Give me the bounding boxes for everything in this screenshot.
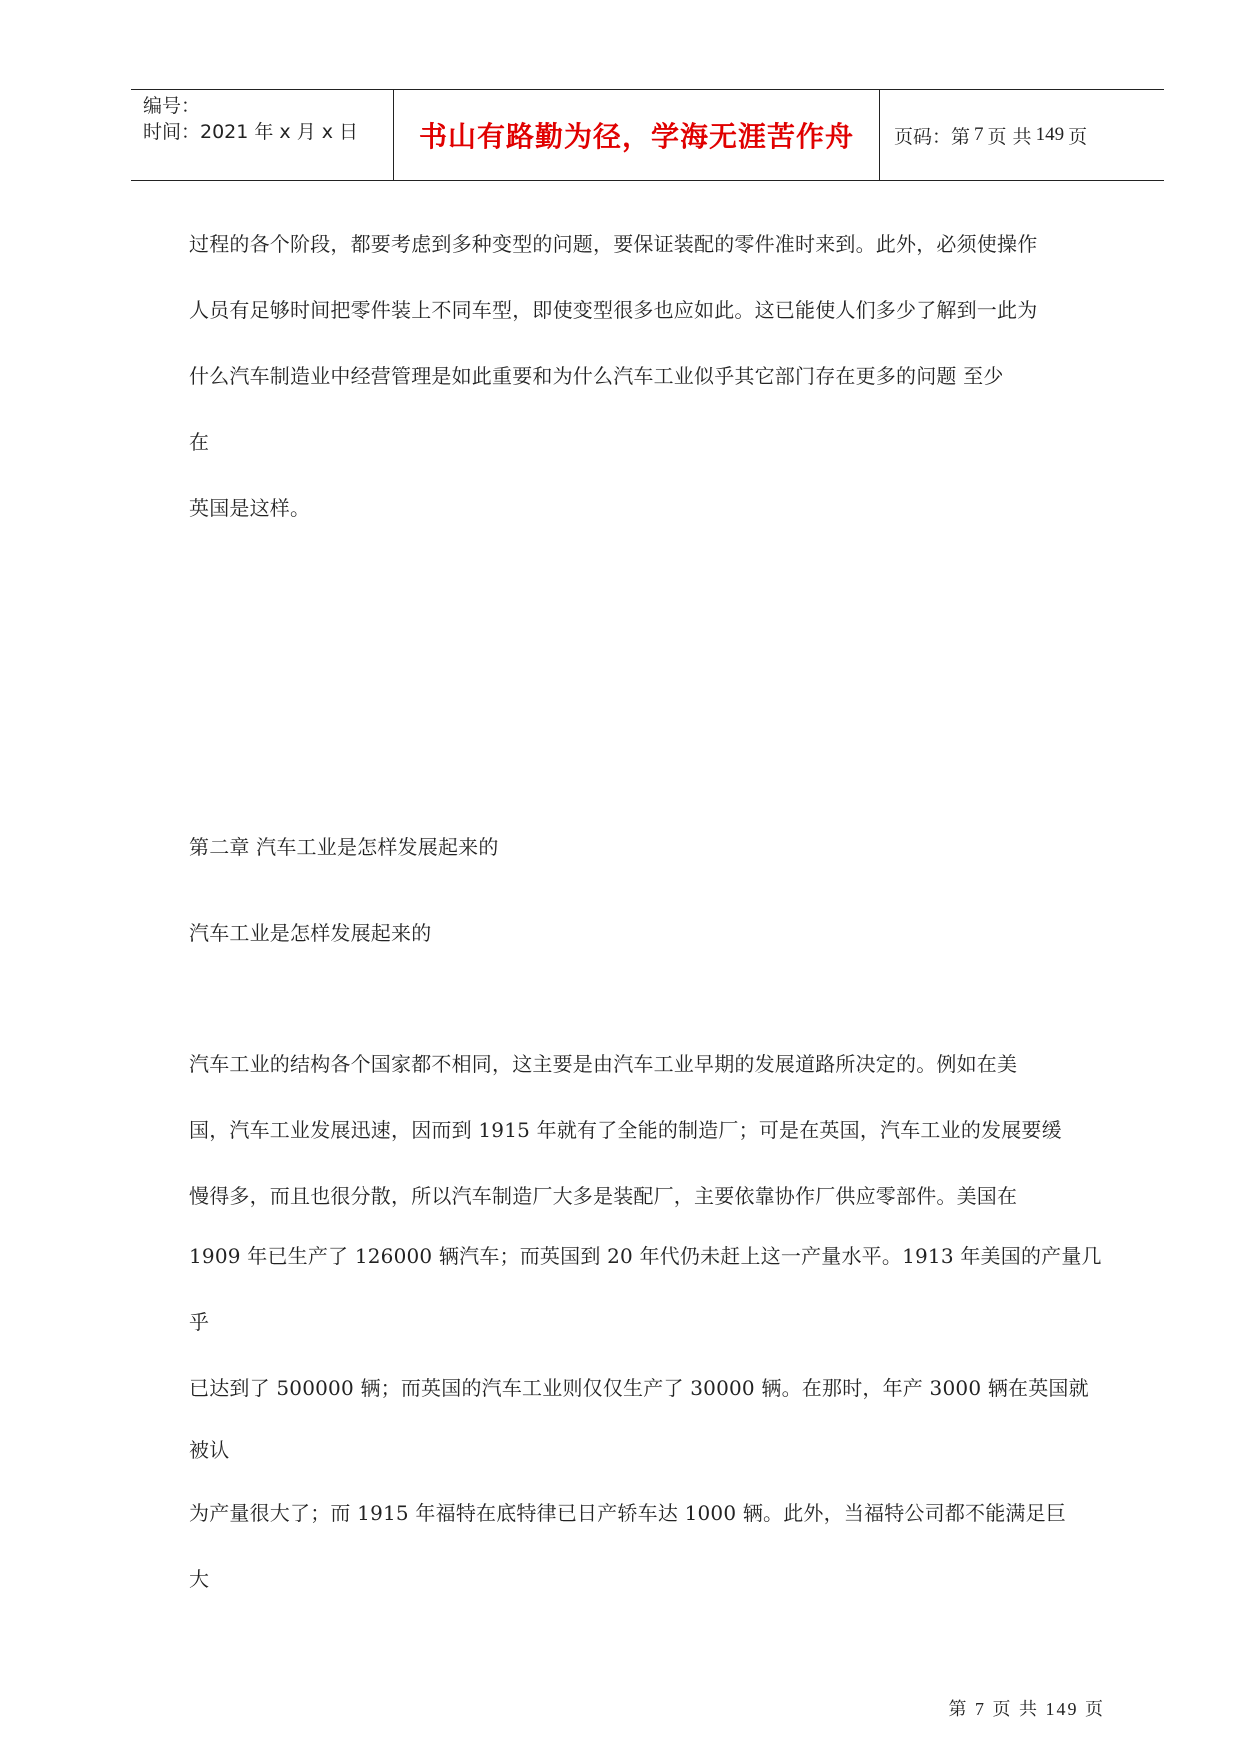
document-header bbox=[131, 89, 1164, 181]
section-heading: 汽车工业是怎样发展起来的 bbox=[189, 921, 432, 945]
header-time-label: 时间：2021 年 x 月 x 日 bbox=[143, 121, 359, 143]
body-line: 1909 年已生产了 126000 辆汽车；而英国到 20 年代仍未赶上这一产量水平。1913 年美国的产量几 bbox=[189, 1244, 1102, 1268]
header-page-suffix: 页 bbox=[1068, 125, 1088, 148]
body-line: 在 bbox=[189, 430, 210, 454]
header-page-prefix: 页码：第 bbox=[894, 125, 971, 148]
header-motto: 书山有路勤为径，学海无涯苦作舟 bbox=[418, 120, 854, 153]
header-page-info bbox=[880, 90, 1164, 180]
body-line: 国，汽车工业发展迅速，因而到 1915 年就有了全能的制造厂；可是在英国，汽车工业的发展要缓 bbox=[189, 1118, 1062, 1142]
header-meta bbox=[131, 90, 393, 180]
header-number-label: 编号： bbox=[143, 95, 201, 117]
header-page-mid: 页 共 bbox=[987, 125, 1032, 148]
header-motto-cell bbox=[393, 90, 880, 180]
body-line: 人员有足够时间把零件装上不同车型，即使变型很多也应如此。这已能使人们多少了解到一此为 bbox=[189, 298, 1038, 322]
body-line: 英国是这样。 bbox=[189, 496, 311, 520]
body-line: 已达到了 500000 辆；而英国的汽车工业则仅仅生产了 30000 辆。在那时，年产 3000 辆在英国就 bbox=[189, 1376, 1089, 1400]
body-line: 为产量很大了；而 1915 年福特在底特律已日产轿车达 1000 辆。此外，当福特公司都不能满足巨 bbox=[189, 1501, 1067, 1525]
header-page-total: 149 bbox=[1035, 124, 1065, 145]
body-line: 汽车工业的结构各个国家都不相同，这主要是由汽车工业早期的发展道路所决定的。例如在美 bbox=[189, 1052, 1018, 1076]
body-line: 慢得多，而且也很分散，所以汽车制造厂大多是装配厂，主要依靠协作厂供应零部件。美国在 bbox=[189, 1184, 1018, 1208]
body-line: 什么汽车制造业中经营管理是如此重要和为什么汽车工业似乎其它部门存在更多的问题 至少 bbox=[189, 364, 1004, 388]
body-line: 过程的各个阶段，都要考虑到多种变型的问题，要保证装配的零件准时来到。此外，必须使操作 bbox=[189, 232, 1038, 256]
page-footer: 第 7 页 共 149 页 bbox=[948, 1699, 1105, 1719]
body-line: 大 bbox=[189, 1567, 210, 1591]
header-page-number: 7 bbox=[974, 124, 984, 145]
body-line: 被认 bbox=[189, 1438, 230, 1462]
chapter-heading: 第二章 汽车工业是怎样发展起来的 bbox=[189, 835, 499, 859]
body-line: 乎 bbox=[189, 1310, 210, 1334]
